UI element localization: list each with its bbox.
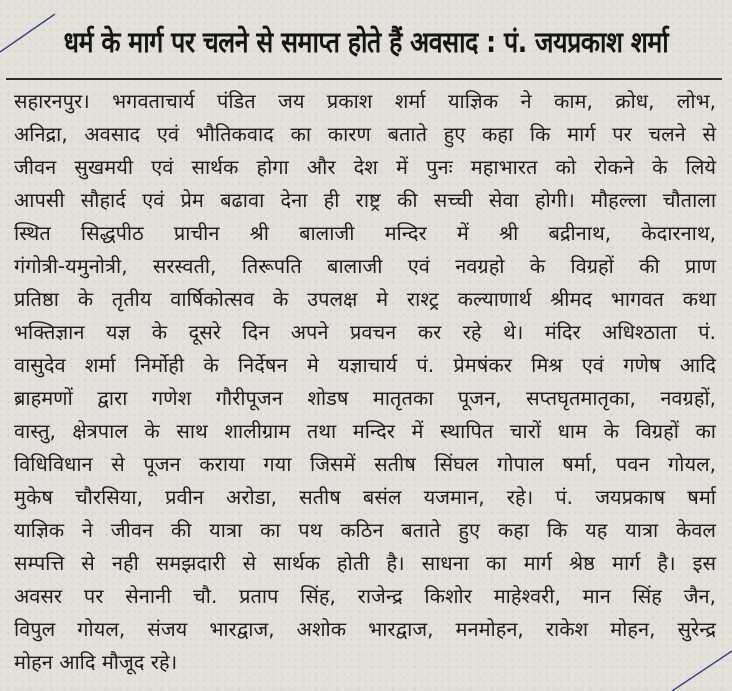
article-line: याज्ञिक ने जीवन की यात्रा का पथ कठिन बताते हुए कहा कि यह यात्रा केवल (14, 518, 716, 542)
article-line: सहारनपुर। भगवताचार्य पंडित जय प्रकाश शर्मा याज्ञिक ने काम, क्रोध, लोभ, (14, 89, 716, 113)
article-line: मुकेष चौरसिया, प्रवीन अरोडा, सतीष बसंल यजमान, रहे। पं. जयप्रकाष षर्मा (14, 485, 716, 509)
article-line: जीवन सुखमयी एवं सार्थक होगा और देश में पुनः महाभारत को रोकने के लिये (14, 155, 716, 179)
article-line: विपुल गोयल, संजय भारद्वाज, अशोक भारद्वाज, मनमोहन, राकेश मोहन, सुरेन्द्र (14, 617, 716, 641)
article-line: वासुदेव शर्मा निर्मोही के निर्देषन मे यज्ञाचार्य पं. प्रेमषंकर मिश्र एवं गणेष आदि (14, 353, 716, 377)
article-line: ब्राहमणों द्वारा गणेश गौरीपूजन शोडष मातृतका पूजन, सप्तघृतमातृका, नवग्रहों, (14, 386, 716, 410)
article-line: अनिद्रा, अवसाद एवं भौतिकवाद का कारण बताते हुए कहा कि मार्ग पर चलने से (14, 122, 716, 146)
headline: धर्म के मार्ग पर चलने से समाप्त होते हैं अवसाद : पं. जयप्रकाश शर्मा (63, 25, 669, 59)
article-line: सम्पत्ति से नही समझदारी से सार्थक होती है। साधना का मार्ग श्रेष्ठ मार्ग है। इस (14, 551, 716, 575)
headline-divider (6, 78, 722, 80)
article-line: गंगोत्री-यमुनोत्री, सरस्वती, तिरूपति बालाजी एवं नवग्रहो के विग्रहों की प्राण (14, 254, 716, 278)
article-line: प्रतिष्ठा के तृतीय वार्षिकोत्सव के उपलक्ष मे राश्ट्र कल्याणार्थ श्रीमद भागवत कथा (14, 287, 716, 311)
article-body (14, 86, 716, 682)
article-line: विधिविधान से पूजन कराया गया जिसमें सतीष सिंघल गोपाल षर्मा, पवन गोयल, (14, 452, 716, 476)
article-line: भक्तिज्ञान यज्ञ के दूसरे दिन अपने प्रवचन कर रहे थे। मंदिर अधिश्ठाता पं. (14, 320, 716, 344)
article-line: मोहन आदि मौजूद रहे। (14, 650, 178, 674)
article-line: वास्तु, क्षेत्रपाल के साथ शालीग्राम तथा मन्दिर में स्थापित चारों धाम के विग्रहों का (14, 419, 716, 443)
article-line: आपसी सौहार्द एवं प्रेम बढावा देना ही राष्ट्र की सच्ची सेवा होगी। मौहल्ला चौताला (14, 188, 716, 212)
article-line: अवसर पर सेनानी चौ. प्रताप सिंह, राजेन्द्र किशोर माहेश्वरी, मान सिंह जैन, (14, 584, 716, 608)
article-line: स्थित सिद्धपीठ प्राचीन श्री बालाजी मन्दिर में श्री बद्रीनाथ, केदारनाथ, (14, 221, 716, 245)
